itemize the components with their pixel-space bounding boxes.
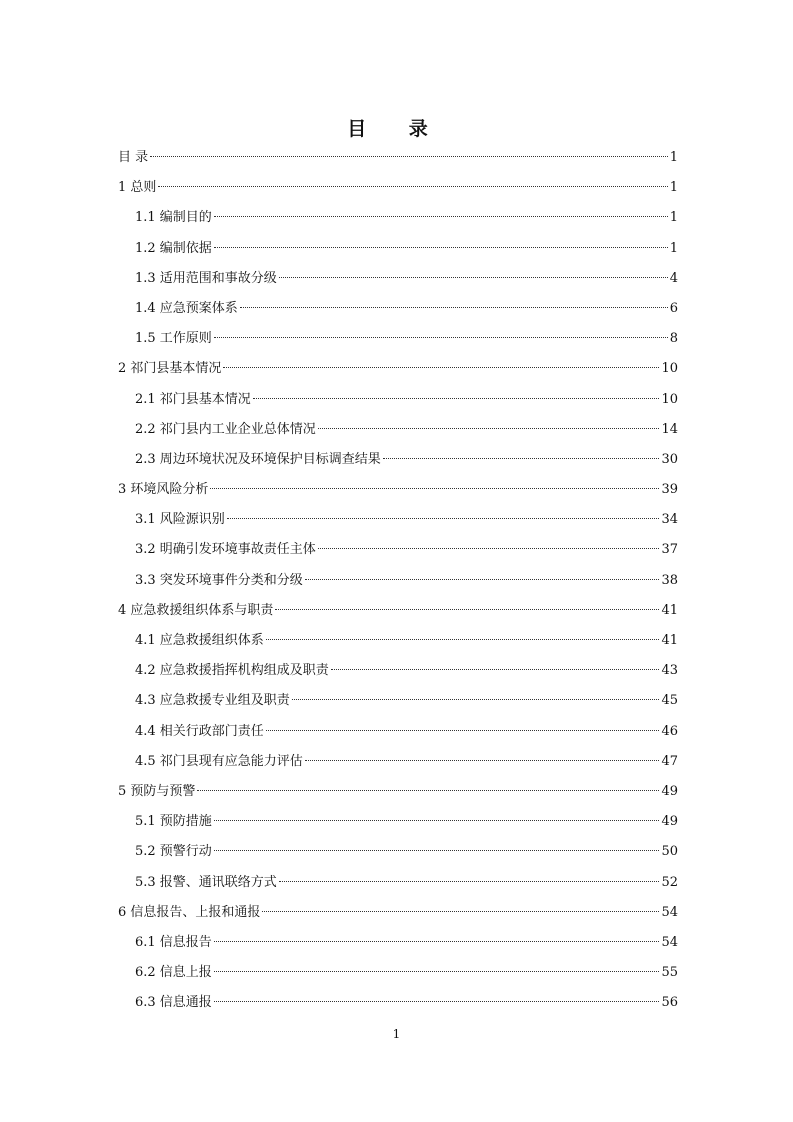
toc-entry-label: 5 预防与预警 xyxy=(118,783,196,799)
toc-dot-leader xyxy=(318,548,660,549)
toc-entry[interactable] xyxy=(118,264,678,294)
toc-dot-leader xyxy=(266,730,660,731)
toc-entry[interactable] xyxy=(118,717,678,747)
toc-entry[interactable] xyxy=(118,988,678,1018)
toc-entry-page: 4 xyxy=(669,270,678,286)
toc-dot-leader xyxy=(214,216,668,217)
toc-entry-page: 41 xyxy=(661,602,678,618)
toc-entry-label: 6.2 信息上报 xyxy=(135,965,212,981)
toc-entry-page: 43 xyxy=(661,663,678,679)
toc-dot-leader xyxy=(227,518,660,519)
toc-dot-leader xyxy=(197,790,659,791)
toc-entry[interactable] xyxy=(118,234,678,264)
toc-entry-label: 6.1 信息报告 xyxy=(135,934,212,950)
toc-entry-page: 54 xyxy=(661,904,678,920)
toc-entry[interactable] xyxy=(118,173,678,203)
toc-entry-page: 37 xyxy=(661,542,678,558)
toc-entry[interactable] xyxy=(118,566,678,596)
toc-dot-leader xyxy=(279,881,660,882)
toc-entry-page: 52 xyxy=(661,874,678,890)
toc-entry[interactable] xyxy=(118,807,678,837)
toc-entry-label: 1.1 编制目的 xyxy=(135,210,212,226)
toc-entry-page: 39 xyxy=(661,482,678,498)
toc-dot-leader xyxy=(214,337,668,338)
toc-entry-page: 10 xyxy=(661,391,678,407)
toc-entry[interactable] xyxy=(118,445,678,475)
toc-entry[interactable] xyxy=(118,747,678,777)
toc-dot-leader xyxy=(214,1001,660,1002)
toc-entry[interactable] xyxy=(118,294,678,324)
toc-entry-page: 49 xyxy=(661,783,678,799)
toc-entry-page: 50 xyxy=(661,844,678,860)
toc-entry-label: 2.3 周边环境状况及环境保护目标调查结果 xyxy=(135,451,381,467)
toc-entry-label: 2.2 祁门县内工业企业总体情况 xyxy=(135,421,316,437)
toc-entry-label: 4.4 相关行政部门责任 xyxy=(135,723,264,739)
toc-entry-label: 3.2 明确引发环境事故责任主体 xyxy=(135,542,316,558)
toc-entry[interactable] xyxy=(118,415,678,445)
toc-entry-page: 6 xyxy=(669,300,678,316)
toc-entry-label: 5.1 预防措施 xyxy=(135,814,212,830)
toc-dot-leader xyxy=(214,971,660,972)
toc-entry-page: 1 xyxy=(669,210,678,226)
table-of-contents xyxy=(118,143,678,1018)
toc-entry-page: 45 xyxy=(661,693,678,709)
toc-entry-page: 54 xyxy=(661,934,678,950)
toc-entry-label: 3 环境风险分析 xyxy=(118,482,209,498)
toc-entry-page: 41 xyxy=(661,633,678,648)
toc-entry[interactable] xyxy=(118,324,678,354)
toc-entry-label: 1.3 适用范围和事故分级 xyxy=(135,270,277,286)
toc-entry[interactable] xyxy=(118,837,678,867)
toc-dot-leader xyxy=(279,277,668,278)
toc-entry[interactable] xyxy=(118,505,678,535)
toc-entry-page: 38 xyxy=(661,572,678,588)
toc-entry[interactable] xyxy=(118,596,678,626)
toc-entry[interactable] xyxy=(118,535,678,565)
toc-entry-label: 6.3 信息通报 xyxy=(135,995,212,1011)
toc-entry[interactable] xyxy=(118,928,678,958)
toc-entry-label: 4.2 应急救援指挥机构组成及职责 xyxy=(135,663,329,679)
toc-entry-page: 1 xyxy=(669,150,678,165)
toc-entry-label: 6 信息报告、上报和通报 xyxy=(118,904,261,920)
toc-dot-leader xyxy=(253,398,660,399)
toc-entry-page: 10 xyxy=(661,361,678,377)
toc-entry-label: 2 祁门县基本情况 xyxy=(118,361,222,377)
toc-dot-leader xyxy=(318,428,660,429)
toc-entry-label: 5.2 预警行动 xyxy=(135,844,212,860)
toc-dot-leader xyxy=(214,850,660,851)
toc-entry-label: 3.1 风险源识别 xyxy=(135,512,225,528)
toc-dot-leader xyxy=(383,458,660,459)
toc-entry-page: 55 xyxy=(661,965,678,981)
toc-dot-leader xyxy=(331,669,660,670)
toc-dot-leader xyxy=(214,247,668,248)
toc-entry-label: 2.1 祁门县基本情况 xyxy=(135,391,251,407)
toc-dot-leader xyxy=(292,699,660,700)
toc-entry-page: 34 xyxy=(661,512,678,528)
toc-entry[interactable] xyxy=(118,626,678,656)
toc-dot-leader xyxy=(150,156,668,157)
toc-entry-label: 4 应急救援组织体系与职责 xyxy=(118,602,274,618)
toc-entry-page: 49 xyxy=(661,814,678,830)
toc-dot-leader xyxy=(262,911,659,912)
toc-entry[interactable] xyxy=(118,777,678,807)
toc-entry[interactable] xyxy=(118,686,678,716)
toc-dot-leader xyxy=(158,186,667,187)
toc-dot-leader xyxy=(305,579,660,580)
toc-entry[interactable] xyxy=(118,656,678,686)
toc-entry-page: 46 xyxy=(661,723,678,739)
toc-entry-label: 目 录 xyxy=(118,150,149,165)
toc-dot-leader xyxy=(305,760,660,761)
page-title: 目 录 xyxy=(347,118,446,140)
toc-entry-label: 1 总则 xyxy=(118,180,157,196)
page-number: 1 xyxy=(392,1027,401,1041)
toc-dot-leader xyxy=(210,488,659,489)
toc-dot-leader xyxy=(223,367,659,368)
toc-dot-leader xyxy=(275,609,659,610)
toc-entry[interactable] xyxy=(118,898,678,928)
toc-entry-label: 4.5 祁门县现有应急能力评估 xyxy=(135,753,303,769)
toc-entry-label: 4.3 应急救援专业组及职责 xyxy=(135,693,290,709)
toc-dot-leader xyxy=(214,941,660,942)
toc-dot-leader xyxy=(266,639,660,640)
toc-entry-label: 5.3 报警、通讯联络方式 xyxy=(135,874,277,890)
toc-entry-page: 14 xyxy=(661,421,678,437)
toc-entry-page: 1 xyxy=(669,240,678,256)
toc-entry[interactable] xyxy=(118,203,678,233)
toc-entry-page: 56 xyxy=(661,995,678,1011)
toc-entry-label: 3.3 突发环境事件分类和分级 xyxy=(135,572,303,588)
toc-dot-leader xyxy=(214,820,660,821)
toc-entry-page: 1 xyxy=(669,180,678,196)
toc-entry-page: 8 xyxy=(669,331,678,347)
toc-entry-label: 1.5 工作原则 xyxy=(135,331,212,347)
toc-entry-label: 1.4 应急预案体系 xyxy=(135,300,238,316)
toc-entry-page: 47 xyxy=(661,753,678,769)
toc-entry[interactable] xyxy=(118,385,678,415)
toc-entry-label: 1.2 编制依据 xyxy=(135,240,212,256)
toc-entry-label: 4.1 应急救援组织体系 xyxy=(135,633,264,648)
toc-entry[interactable] xyxy=(118,868,678,898)
toc-dot-leader xyxy=(240,307,668,308)
toc-entry[interactable] xyxy=(118,958,678,988)
toc-entry-page: 30 xyxy=(661,451,678,467)
toc-entry[interactable] xyxy=(118,354,678,384)
toc-entry[interactable] xyxy=(118,475,678,505)
toc-entry[interactable] xyxy=(118,143,678,173)
